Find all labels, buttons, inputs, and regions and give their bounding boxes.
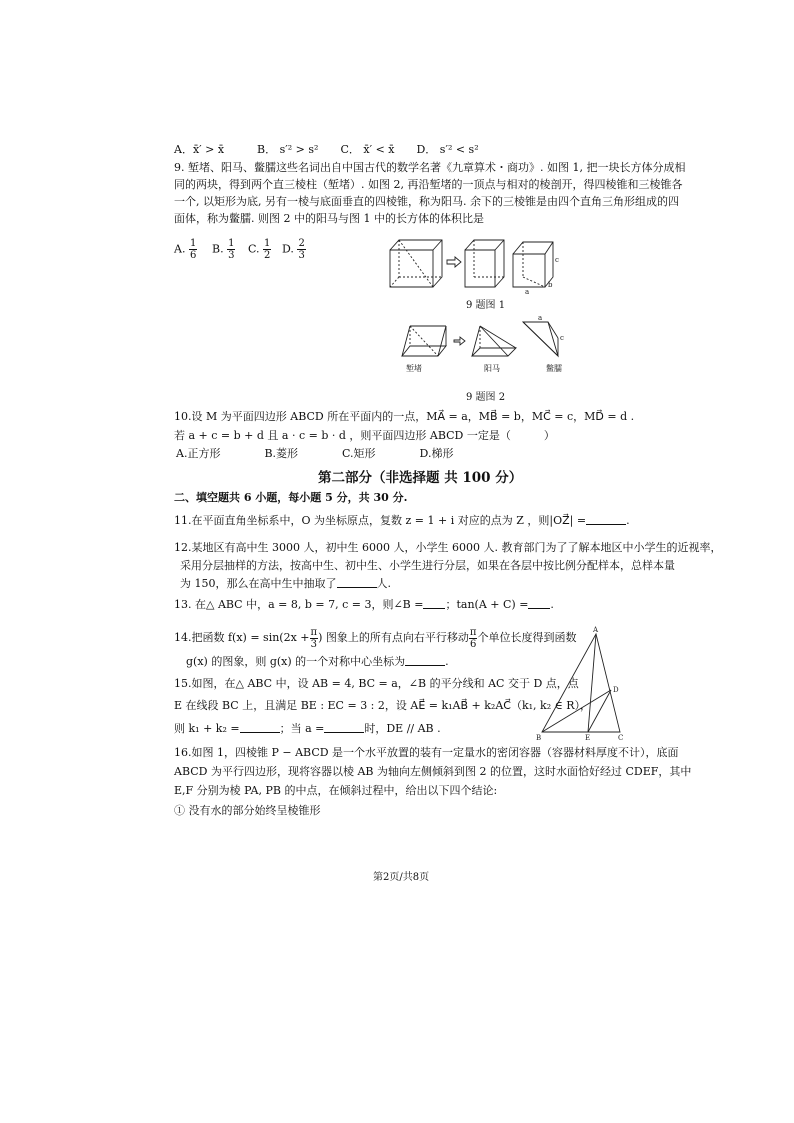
label-b: B [536, 734, 542, 742]
q9-figure-1 [385, 232, 575, 296]
q9-line-2: 同的两块，得到两个直三棱柱（堑堵）. 如图 2, 再沿堑堵的一顶点与相对的棱剖开，得四棱锥和三棱锥各 [174, 178, 683, 191]
q14-line-1: 14.把函数 f(x) = sin(2x + $\frac{\pi}{3}$ ) 图象上的所有点向右平行移动 $\frac{\pi}{6}$ 个单位长度得到函数 [174, 626, 577, 650]
segment-de [588, 690, 611, 732]
qiandu-label: 堑堵 [406, 364, 422, 373]
q16-item-1: ① 没有水的部分始终呈棱锥形 [174, 804, 321, 817]
label-c: C [618, 734, 624, 742]
q14-pi-over-6: $\frac{\pi}{6}$ [469, 626, 477, 650]
yangma-label: 阳马 [484, 364, 500, 373]
segment-ae [588, 634, 596, 732]
yangma-base [472, 348, 516, 356]
q9-option-b: B. $\frac{1}{3}$ [212, 238, 235, 261]
svg-text:c: c [555, 256, 559, 264]
q15-k-sum-blank[interactable] [240, 722, 280, 733]
svg-text:c: c [560, 334, 564, 342]
q9-option-c-fraction: $\frac{1}{2}$ [264, 238, 271, 261]
part-2-title: 第二部分（非选择题 共 100 分） [318, 470, 523, 486]
q12-line-1: 12.某地区有高中生 3000 人，初中生 6000 人，小学生 6000 人. 教育部门为了了解本地区中小学生的近视率， [174, 541, 722, 554]
prism-2 [513, 254, 545, 287]
q9-option-c: C. $\frac{1}{2}$ [248, 238, 271, 261]
q9-option-d: D. $\frac{2}{3}$ [282, 238, 305, 261]
q9-option-b-fraction: $\frac{1}{3}$ [228, 238, 235, 261]
section-2-instructions: 二、填空题共 6 小题，每小题 5 分，共 30 分. [174, 491, 408, 504]
q10-options: A.正方形 B.菱形 C.矩形 D.梯形 [176, 447, 454, 460]
q10-line-1: 10.设 M 为平面四边形 ABCD 所在平面内的一点，MA⃗ = a，MB⃗ = b，MC⃗ = c，MD⃗ = d . [174, 410, 635, 423]
q16-line-2: ABCD 为平行四边形，现将容器以棱 AB 为轴向左侧倾斜到图 2 的位置，这时水面恰好经过 CDEF，其中 [174, 765, 692, 778]
svg-text:a: a [538, 314, 543, 322]
q14-answer-blank[interactable] [405, 655, 445, 666]
q13-tan-blank[interactable] [528, 598, 550, 609]
q12-line-2: 采用分层抽样的方法，按高中生、初中生、小学生进行分层，如果在各层中按比例分配样本，总样本量 [180, 559, 675, 572]
q13: 13. 在△ ABC 中，a = 8, b = 7, c = 3，则∠B = ；tan(A + C) = . [174, 598, 554, 611]
q11: 11.在平面直角坐标系中，O 为坐标原点，复数 z = 1 + i 对应的点为 Z ，则|OZ⃗| = . [174, 514, 630, 527]
q9-line-1: 9. 堑堵、阳马、鳖臑这些名词出自中国古代的数学名著《九章算术・商功》. 如图 1, 把一块长方体分成相 [174, 161, 686, 174]
prism-1 [465, 250, 495, 287]
q13-angle-blank[interactable] [423, 598, 445, 609]
q16-line-3: E,F 分别为棱 PA, PB 的中点，在倾斜过程中，给出以下四个结论: [174, 784, 498, 797]
label-d: D [613, 686, 619, 694]
q9-option-a-fraction: $\frac{1}{6}$ [189, 238, 197, 261]
q14-line-2: g(x) 的图象，则 g(x) 的一个对称中心坐标为 . [186, 655, 449, 668]
q9-figure-1-caption: 9 题图 1 [466, 300, 506, 311]
arrow-icon [447, 257, 461, 267]
svg-text:b: b [548, 281, 553, 289]
q9-line-4: 面体，称为鳖臑. 则图 2 中的阳马与图 1 中的长方体的体积比是 [174, 212, 484, 225]
q9-figure-2-caption: 9 题图 2 [466, 392, 506, 403]
q14-pi-over-3: $\frac{\pi}{3}$ [310, 626, 318, 650]
label-e: E [585, 734, 591, 742]
q9-option-a: A. $\frac{1}{6}$ [174, 238, 197, 261]
q15-line-2: E 在线段 BC 上，且满足 BE : EC = 3 : 2，设 AE⃗ = k₁AB⃗ + k₂AC⃗（k₁, k₂ ∈ R）， [174, 699, 592, 712]
q9-option-d-fraction: $\frac{2}{3}$ [298, 238, 305, 261]
q15-a-blank[interactable] [324, 722, 364, 733]
bienao-label: 鳖臑 [546, 364, 562, 373]
page-number: 第2页/共8页 [373, 872, 430, 883]
q11-answer-blank[interactable] [586, 514, 626, 525]
q9-figure-2 [398, 314, 573, 368]
q12-answer-blank[interactable] [337, 577, 377, 588]
q12-line-3: 为 150，那么在高中生中抽取了 人. [180, 577, 391, 590]
svg-text:a: a [525, 288, 530, 296]
q10-line-2: 若 a + c = b + d 且 a · c = b · d ，则平面四边形 ABCD 一定是（ ） [174, 429, 555, 442]
q15-line-3: 则 k₁ + k₂ = ；当 a = 时，DE // AB . [174, 722, 441, 735]
cuboid-front [390, 250, 433, 287]
label-a: A [593, 626, 599, 634]
q8-options: A．x̄′ > x̄ B． s′² > s² C． x̄′ < x̄ D． s′² < s² [174, 143, 479, 156]
q16-line-1: 16.如图 1，四棱锥 P − ABCD 是一个水平放置的装有一定量水的密闭容器（容器材料厚度不计），底面 [174, 746, 679, 759]
q15-line-1: 15.如图，在△ ABC 中，设 AB = 4, BC = a，∠B 的平分线和 AC 交于 D 点，点 [174, 677, 579, 690]
q9-line-3: 一个, 以矩形为底, 另有一棱与底面垂直的四棱锥，称为阳马. 余下的三棱锥是由四个直角三角形组成的四 [174, 195, 679, 208]
arrow-icon [454, 337, 465, 345]
